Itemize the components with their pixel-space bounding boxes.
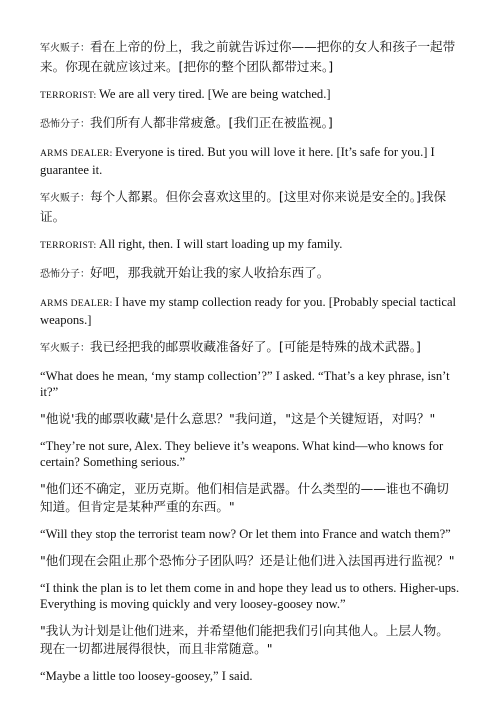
paragraph-text: 每个人都累。但你会喜欢这里的。[这里对你来说是安全的。]我保证。 (40, 189, 447, 224)
speaker-label: 恐怖分子： (40, 119, 90, 130)
paragraph-text: “Maybe a little too loosey-goosey,” I said. (40, 669, 253, 683)
paragraph (40, 114, 460, 134)
paragraph (40, 668, 460, 684)
paragraph (40, 368, 460, 400)
paragraph (40, 264, 460, 284)
paragraph-text: Everyone is tired. But you will love it here. [It’s safe for you.] I guarantee it. (40, 145, 435, 177)
paragraph-text: 我已经把我的邮票收藏准备好了。[可能是特殊的战术武器。] (90, 339, 421, 354)
paragraph (40, 188, 460, 226)
paragraph-text: “They’re not sure, Alex. They believe it’s weapons. What kind—who knows for certain? Something serious.” (40, 439, 444, 469)
speaker-label: 军火贩子： (40, 343, 90, 354)
paragraph (40, 480, 460, 516)
paragraph-text: 我们所有人都非常疲惫。[我们正在被监视。] (90, 115, 333, 130)
speaker-label: 军火贩子： (40, 193, 90, 204)
paragraph-text: “What does he mean, ‘my stamp collection’?” I asked. “That’s a key phrase, isn’t it?” (40, 369, 450, 399)
paragraph (40, 438, 460, 470)
paragraph-text: "他们还不确定，亚历克斯。他们相信是武器。什么类型的——谁也不确切知道。但肯定是某种严重的东西。" (40, 481, 449, 514)
paragraph (40, 144, 460, 178)
paragraph (40, 580, 460, 612)
paragraph-text: 好吧，那我就开始让我的家人收拾东西了。 (90, 265, 330, 280)
paragraph-text: We are all very tired. [We are being watched.] (99, 87, 331, 101)
paragraph (40, 86, 460, 104)
speaker-label: 恐怖分子： (40, 269, 90, 280)
speaker-label: TERRORIST: (40, 240, 100, 251)
paragraph (40, 38, 460, 76)
paragraph-text: "他说'我的邮票收藏'是什么意思？"我问道，"这是个关键短语，对吗？" (40, 411, 436, 426)
paragraph-text: All right, then. I will start loading up my family. (99, 237, 343, 251)
speaker-label: TERRORIST: (40, 90, 100, 101)
speaker-label: ARMS DEALER: (40, 298, 116, 309)
paragraph (40, 236, 460, 254)
paragraph (40, 410, 460, 428)
paragraph (40, 294, 460, 328)
paragraph-text: "他们现在会阻止那个恐怖分子团队吗？还是让他们进入法国再进行监视？" (40, 553, 455, 568)
paragraph-text: “I think the plan is to let them come in and hope they lead us to others. Higher-ups. Everything is moving quickly and very loosey-goosey now.” (40, 581, 460, 611)
paragraph (40, 338, 460, 358)
paragraph (40, 622, 460, 658)
speaker-label: ARMS DEALER: (40, 148, 116, 159)
paragraph-text: "我认为计划是让他们进来，并希望他们能把我们引向其他人。上层人物。现在一切都进展得很快，而且非常随意。" (40, 623, 449, 656)
speaker-label: 军火贩子： (40, 43, 90, 54)
paragraph-text: 看在上帝的份上，我之前就告诉过你——把你的女人和孩子一起带来。你现在就应该过来。[把你的整个团队都带过来。] (40, 39, 456, 74)
paragraph (40, 552, 460, 570)
paragraph-text: “Will they stop the terrorist team now? Or let them into France and watch them?” (40, 527, 451, 541)
paragraph (40, 526, 460, 542)
paragraph-text: I have my stamp collection ready for you. [Probably special tactical weapons.] (40, 295, 457, 327)
